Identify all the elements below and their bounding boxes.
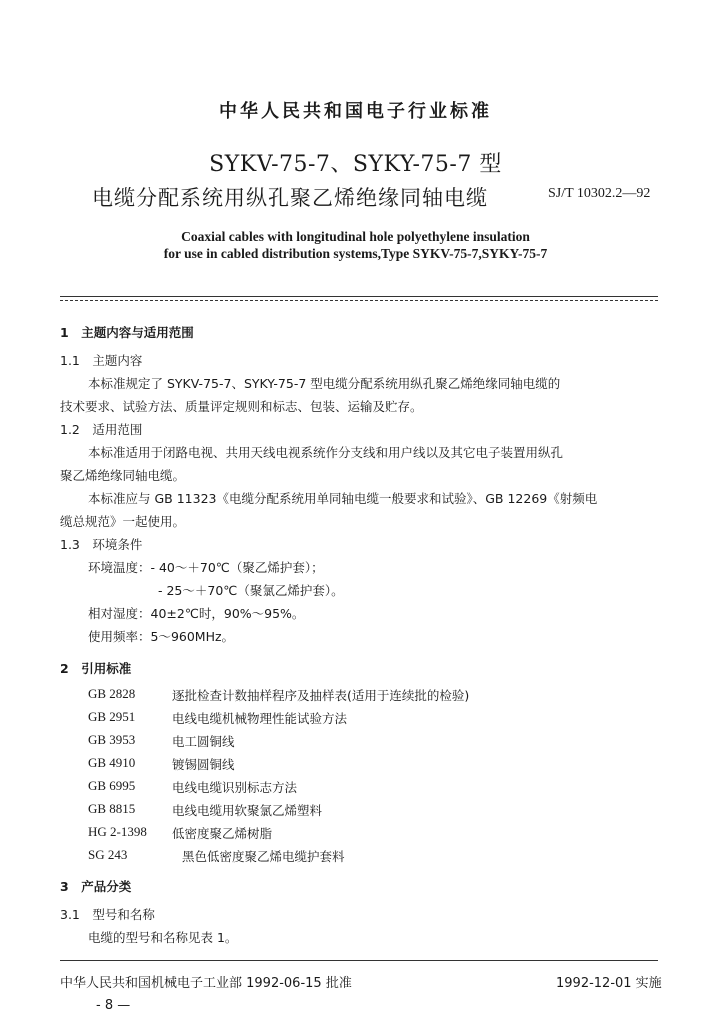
- section-1-2-heading: 1.2 适用范围: [60, 422, 143, 437]
- section-3-1-text: 电缆的型号和名称见表 1。: [88, 930, 238, 945]
- publisher-heading: 中华人民共和国电子行业标准: [219, 101, 492, 122]
- env-humidity: 相对湿度：40±2℃时，90%～95%。: [88, 606, 305, 621]
- ref-title: 电线电缆识别标志方法: [172, 780, 298, 795]
- section-1-1-heading: 1.1 主题内容: [60, 353, 143, 368]
- ref-code: GB 2951: [88, 709, 136, 724]
- section-3-1-heading: 3.1 型号和名称: [60, 907, 155, 922]
- english-title-line-1: Coaxial cables with longitudinal hole polyethylene insulation: [181, 229, 530, 244]
- section-1-heading: 1 主题内容与适用范围: [60, 325, 194, 340]
- model-designation: SYKV-75-7、SYKY-75-7 型: [209, 152, 502, 177]
- ref-title: 电线电缆用软聚氯乙烯塑料: [172, 803, 323, 818]
- section-3-heading: 3 产品分类: [60, 879, 132, 894]
- section-2-heading: 2 引用标准: [60, 661, 132, 676]
- env-frequency: 使用频率：5～960MHz。: [88, 629, 235, 644]
- english-title-line-2: for use in cabled distribution systems,Type SYKV-75-7,SYKY-75-7: [163, 246, 548, 261]
- ref-title: 低密度聚乙烯树脂: [172, 826, 273, 841]
- ref-code: GB 8815: [88, 801, 136, 816]
- ref-code: GB 4910: [88, 755, 136, 770]
- section-1-1-text-line-2: 技术要求、试验方法、质量评定规则和标志、包装、运输及贮存。: [60, 399, 423, 414]
- ref-code: HG 2-1398: [88, 824, 147, 839]
- chinese-title: 电缆分配系统用纵孔聚乙烯绝缘同轴电缆: [92, 186, 488, 210]
- ref-code: GB 3953: [88, 732, 136, 747]
- ref-title: 逐批检查计数抽样程序及抽样表(适用于连续批的检验): [172, 688, 470, 703]
- section-1-1-text-line-1: 本标准规定了 SYKV-75-7、SYKY-75-7 型电缆分配系统用纵孔聚乙烯绝缘同轴电缆的: [88, 376, 561, 391]
- section-1-2-text-line-1: 本标准适用于闭路电视、共用天线电视系统作分支线和用户线以及其它电子装置用纵孔: [88, 445, 564, 460]
- header-divider-bottom: [60, 300, 658, 301]
- effective-date: 1992-12-01 实施: [556, 976, 662, 991]
- section-1-3-heading: 1.3 环境条件: [60, 537, 143, 552]
- ref-title: 镀锡圆铜线: [172, 757, 235, 772]
- ref-code: GB 2828: [88, 686, 136, 701]
- section-1-2-text-line-4: 缆总规范》一起使用。: [60, 514, 186, 529]
- section-1-2-text-line-2: 聚乙烯绝缘同轴电缆。: [60, 468, 186, 483]
- ref-title: 电线电缆机械物理性能试验方法: [172, 711, 348, 726]
- standard-number: SJ/T 10302.2—92: [548, 186, 651, 201]
- ref-title: 黑色低密度聚乙烯电缆护套料: [182, 849, 345, 864]
- ref-code: SG 243: [88, 847, 128, 862]
- header-divider-top: [60, 296, 658, 297]
- approval-statement: 中华人民共和国机械电子工业部 1992-06-15 批准: [60, 976, 352, 991]
- footer-divider: [60, 960, 658, 961]
- page-number: - 8 —: [96, 998, 131, 1013]
- env-temperature-pvc: - 25～＋70℃（聚氯乙烯护套）。: [158, 583, 344, 598]
- ref-title: 电工圆铜线: [172, 734, 235, 749]
- env-temperature-pe: 环境温度：- 40～＋70℃（聚乙烯护套）；: [88, 560, 324, 575]
- section-1-2-text-line-3: 本标准应与 GB 11323《电缆分配系统用单同轴电缆一般要求和试验》、GB 12269《射频电: [88, 491, 598, 506]
- ref-code: GB 6995: [88, 778, 136, 793]
